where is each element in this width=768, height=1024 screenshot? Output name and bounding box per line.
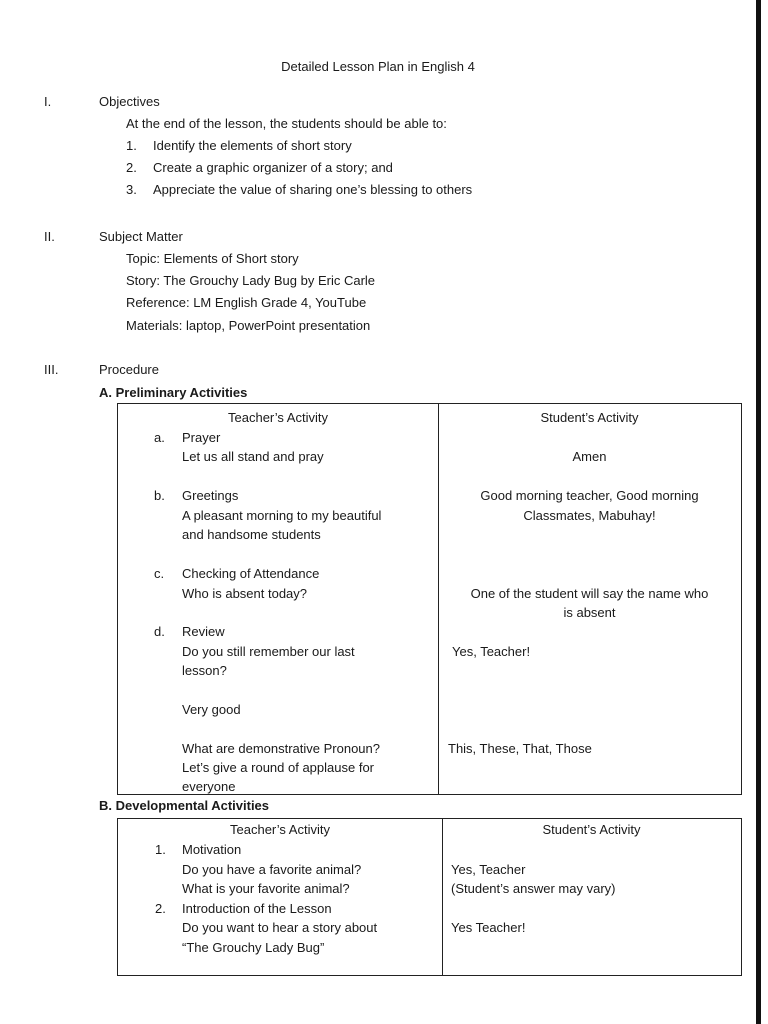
objective-number: 2. [126, 160, 137, 175]
objectives-intro: At the end of the lesson, the students should be able to: [126, 116, 447, 131]
student-response: Yes, Teacher! [452, 644, 531, 659]
activity-number: 2. [155, 901, 166, 916]
activity-letter: a. [154, 430, 165, 445]
teacher-line: Let us all stand and pray [182, 449, 324, 464]
objectives-heading: Objectives [99, 94, 160, 109]
teacher-activity-header: Teacher’s Activity [228, 410, 328, 425]
preliminary-heading: A. Preliminary Activities [99, 385, 248, 400]
teacher-line: Let’s give a round of applause for [182, 760, 375, 775]
student-response: Classmates, Mabuhay! [523, 508, 656, 523]
objective-item: Appreciate the value of sharing one’s blessing to others [153, 182, 473, 197]
activity-number: 1. [155, 842, 166, 857]
activity-title: Prayer [182, 430, 221, 445]
procedure-heading: Procedure [99, 362, 159, 377]
column-divider [442, 819, 443, 975]
student-response: Good morning teacher, Good morning [480, 488, 699, 503]
objective-item: Create a graphic organizer of a story; and [153, 160, 393, 175]
activity-letter: b. [154, 488, 165, 503]
student-response: is absent [563, 605, 616, 620]
page-title: Detailed Lesson Plan in English 4 [281, 59, 475, 74]
objective-number: 3. [126, 182, 137, 197]
right-edge-bar [756, 0, 761, 1024]
student-response: Yes, Teacher [451, 862, 526, 877]
preliminary-activities-table [117, 403, 742, 795]
objective-number: 1. [126, 138, 137, 153]
activity-letter: c. [154, 566, 165, 581]
subject-matter-story: Story: The Grouchy Lady Bug by Eric Carle [126, 273, 376, 288]
student-response: Amen [572, 449, 607, 464]
teacher-line: Do you want to hear a story about [182, 920, 378, 935]
activity-title: Checking of Attendance [182, 566, 320, 581]
student-activity-header: Student’s Activity [540, 410, 639, 425]
activity-letter: d. [154, 624, 165, 639]
activity-title: Review [182, 624, 225, 639]
developmental-activities-table [117, 818, 742, 976]
teacher-line: Who is absent today? [182, 586, 308, 601]
activity-title: Introduction of the Lesson [182, 901, 332, 916]
teacher-line: and handsome students [182, 527, 321, 542]
student-response: (Student’s answer may vary) [451, 881, 616, 896]
objectives-numeral: I. [44, 94, 52, 109]
teacher-line: What are demonstrative Pronoun? [182, 741, 380, 756]
teacher-line: A pleasant morning to my beautiful [182, 508, 382, 523]
subject-matter-materials: Materials: laptop, PowerPoint presentation [126, 318, 371, 333]
student-response: This, These, That, Those [448, 741, 592, 756]
activity-title: Motivation [182, 842, 242, 857]
teacher-activity-header: Teacher’s Activity [230, 822, 330, 837]
student-activity-header: Student’s Activity [542, 822, 641, 837]
objective-item: Identify the elements of short story [153, 138, 352, 153]
teacher-line: Very good [182, 702, 241, 717]
student-response: One of the student will say the name who [470, 586, 709, 601]
student-response: Yes Teacher! [451, 920, 526, 935]
teacher-line: everyone [182, 779, 236, 794]
developmental-heading: B. Developmental Activities [99, 798, 270, 813]
activity-title: Greetings [182, 488, 239, 503]
subject-matter-numeral: II. [44, 229, 55, 244]
subject-matter-reference: Reference: LM English Grade 4, YouTube [126, 295, 367, 310]
teacher-line: What is your favorite animal? [182, 881, 350, 896]
teacher-line: Do you have a favorite animal? [182, 862, 362, 877]
subject-matter-topic: Topic: Elements of Short story [126, 251, 299, 266]
subject-matter-heading: Subject Matter [99, 229, 183, 244]
procedure-numeral: III. [44, 362, 59, 377]
teacher-line: Do you still remember our last [182, 644, 355, 659]
teacher-line: “The Grouchy Lady Bug” [182, 940, 325, 955]
teacher-line: lesson? [182, 663, 227, 678]
